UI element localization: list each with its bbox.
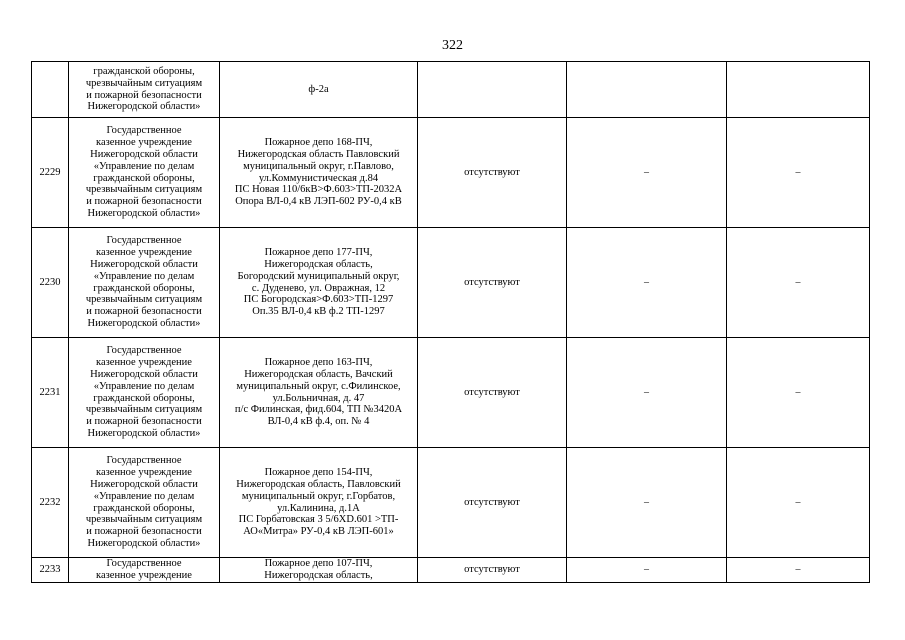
org-line: чрезвычайным ситуациям <box>85 184 203 196</box>
table-row <box>32 448 870 558</box>
row-number-cell: 2231 <box>32 338 69 448</box>
org-line: Государственное <box>106 558 182 570</box>
org-line: «Управление по делам <box>93 270 195 282</box>
org-line: казенное учреждение <box>96 570 192 581</box>
object-line: ул.Больничная, д. 47 <box>272 392 365 404</box>
org-line: «Управление по делам <box>93 490 195 502</box>
object-line: ф-2а <box>308 83 329 95</box>
row-number-cell: 2233 <box>32 558 69 583</box>
org-line: чрезвычайным ситуациям <box>85 77 203 89</box>
registry-table <box>31 61 870 583</box>
org-line: гражданской обороны, <box>93 282 195 294</box>
org-line: Государственное <box>106 455 182 467</box>
object-line: Нижегородская область Павловский <box>237 148 400 160</box>
object-line: муниципальный округ, г.Павлово, <box>243 160 394 172</box>
object-line: ул.Калинина, д.1А <box>277 502 360 514</box>
object-line: Нижегородская область, <box>264 570 373 581</box>
object-line: ПС Новая 110/6кВ>Ф.603>ТП-2032А <box>234 184 403 196</box>
org-line: и пожарной безопасности <box>86 526 202 538</box>
object-line: муниципальный округ, с.Филинское, <box>236 380 401 392</box>
col5-cell: – <box>567 558 727 583</box>
status-cell: отсутствуют <box>418 448 567 558</box>
org-line: Нижегородской области» <box>87 537 201 549</box>
org-line: чрезвычайным ситуациям <box>85 404 203 416</box>
org-line: Нижегородской области» <box>87 101 201 113</box>
object-line: Пожарное депо 107-ПЧ, <box>264 558 373 570</box>
object-line: ПС Богородская>Ф.603>ТП-1297 <box>243 294 394 306</box>
status-cell: отсутствуют <box>418 118 567 228</box>
row-number-cell <box>32 62 69 118</box>
object-line: с. Дуденево, ул. Овражная, 12 <box>251 282 386 294</box>
object-line: АО«Митра» РУ-0,4 кВ ЛЭП-601» <box>243 526 394 538</box>
col5-cell <box>567 62 727 118</box>
org-line: и пожарной безопасности <box>86 89 202 101</box>
org-line: гражданской обороны, <box>93 172 195 184</box>
table-row <box>32 338 870 448</box>
object-cell <box>220 118 418 228</box>
col6-cell: – <box>727 338 870 448</box>
org-line: гражданской обороны, <box>93 392 195 404</box>
organization-cell <box>69 118 220 228</box>
table-row <box>32 118 870 228</box>
table-row <box>32 228 870 338</box>
object-line: ул.Коммунистическая д.84 <box>258 172 379 184</box>
org-line: и пожарной безопасности <box>86 196 202 208</box>
row-number-cell: 2232 <box>32 448 69 558</box>
object-cell <box>220 448 418 558</box>
org-line: Нижегородской области» <box>87 317 201 329</box>
object-cell <box>220 228 418 338</box>
object-line: Оп.35 ВЛ-0,4 кВ ф.2 ТП-1297 <box>252 306 385 318</box>
col6-cell: – <box>727 558 870 583</box>
org-line: казенное учреждение <box>96 357 192 369</box>
org-line: казенное учреждение <box>96 467 192 479</box>
organization-cell <box>69 62 220 118</box>
status-cell: отсутствуют <box>418 228 567 338</box>
col5-cell: – <box>567 118 727 228</box>
table-row-continuation <box>32 62 870 118</box>
org-line: гражданской обороны, <box>93 502 195 514</box>
org-line: Нижегородской области» <box>87 427 201 439</box>
org-line: «Управление по делам <box>93 380 195 392</box>
col6-cell: – <box>727 118 870 228</box>
org-line: и пожарной безопасности <box>86 416 202 428</box>
object-line: ПС Горбатовская 3 5/6XD.601 >ТП- <box>238 514 399 526</box>
org-line: Государственное <box>106 125 182 137</box>
object-line: п/с Филинская, фид.604, ТП №3420А <box>234 404 403 416</box>
object-line: Нижегородская область, <box>264 258 373 270</box>
organization-cell <box>69 338 220 448</box>
object-line: Пожарное депо 177-ПЧ, <box>264 247 373 259</box>
org-line: казенное учреждение <box>96 137 192 149</box>
col6-cell <box>727 62 870 118</box>
org-line: «Управление по делам <box>93 160 195 172</box>
org-line: Нижегородской области <box>90 478 198 490</box>
page-number: 322 <box>442 38 463 53</box>
col5-cell: – <box>567 228 727 338</box>
org-line: Нижегородской области» <box>87 207 201 219</box>
org-line: Нижегородской области <box>90 148 198 160</box>
org-line: Нижегородской области <box>90 258 198 270</box>
object-cell <box>220 558 418 583</box>
col5-cell: – <box>567 338 727 448</box>
status-cell: отсутствуют <box>418 338 567 448</box>
org-line: гражданской обороны, <box>93 65 195 77</box>
object-line: ВЛ-0,4 кВ ф.4, оп. № 4 <box>267 416 370 428</box>
org-line: чрезвычайным ситуациям <box>85 294 203 306</box>
organization-cell <box>69 448 220 558</box>
object-line: муниципальный округ, г.Горбатов, <box>241 490 396 502</box>
org-line: Государственное <box>106 235 182 247</box>
object-line: Пожарное депо 154-ПЧ, <box>264 467 373 479</box>
object-line: Опора ВЛ-0,4 кВ ЛЭП-602 РУ-0,4 кВ <box>235 196 402 208</box>
object-cell <box>220 62 418 118</box>
object-line: Пожарное депо 163-ПЧ, <box>264 357 373 369</box>
object-line: Богородский муниципальный округ, <box>237 270 400 282</box>
col5-cell: – <box>567 448 727 558</box>
org-line: казенное учреждение <box>96 247 192 259</box>
object-line: Пожарное депо 168-ПЧ, <box>264 137 373 149</box>
org-line: и пожарной безопасности <box>86 306 202 318</box>
col6-cell: – <box>727 228 870 338</box>
organization-cell <box>69 558 220 583</box>
org-line: Государственное <box>106 345 182 357</box>
row-number-cell: 2230 <box>32 228 69 338</box>
status-cell <box>418 62 567 118</box>
table-row-partial <box>32 558 870 583</box>
row-number-cell: 2229 <box>32 118 69 228</box>
object-line: Нижегородская область, Павловский <box>236 478 401 490</box>
org-line: чрезвычайным ситуациям <box>85 514 203 526</box>
org-line: Нижегородской области <box>90 368 198 380</box>
object-line: Нижегородская область, Вачский <box>244 368 393 380</box>
organization-cell <box>69 228 220 338</box>
col6-cell: – <box>727 448 870 558</box>
object-cell <box>220 338 418 448</box>
status-cell: отсутствуют <box>418 558 567 583</box>
